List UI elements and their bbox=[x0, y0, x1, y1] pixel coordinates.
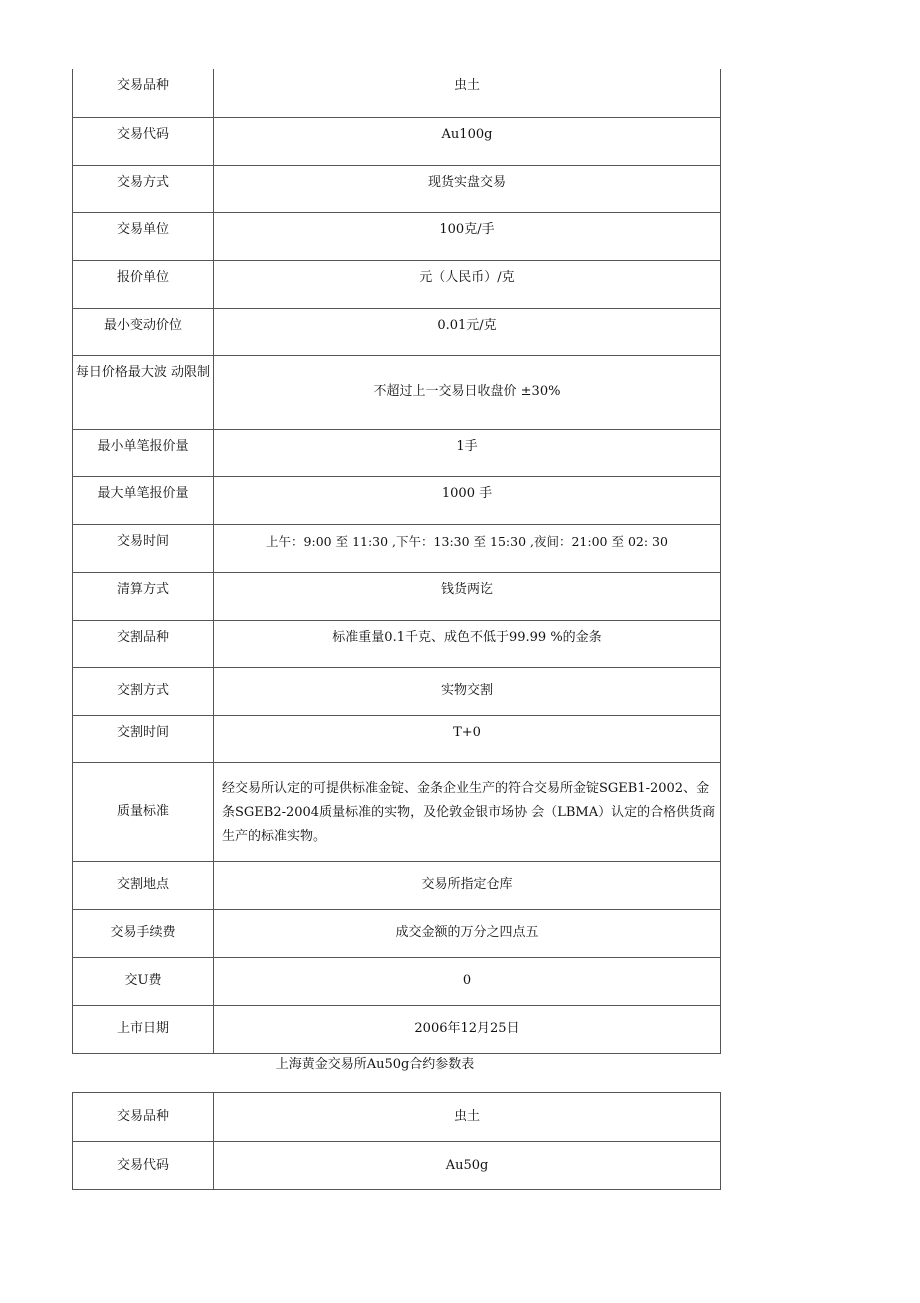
row-label: 最大单笔报价量 bbox=[73, 476, 214, 524]
row-value: 钱货两讫 bbox=[214, 572, 721, 620]
row-value: 实物交割 bbox=[214, 667, 721, 715]
row-label: 质量标准 bbox=[73, 762, 214, 861]
table-row bbox=[73, 260, 721, 308]
row-label: 最小单笔报价量 bbox=[73, 429, 214, 476]
row-label: 交易代码 bbox=[73, 1142, 214, 1190]
row-value: Au100g bbox=[214, 117, 721, 165]
table-row bbox=[73, 69, 721, 117]
row-label: 交割方式 bbox=[73, 667, 214, 715]
row-label: 交易方式 bbox=[73, 165, 214, 212]
table-row bbox=[73, 524, 721, 572]
row-value: 不超过上一交易日收盘价 ±30% bbox=[214, 355, 721, 429]
table-row bbox=[73, 909, 721, 957]
row-label: 交割品种 bbox=[73, 620, 214, 667]
table-caption: 上海黄金交易所Au50g合约参数表 bbox=[275, 1057, 475, 1072]
row-value: 成交金额的万分之四点五 bbox=[214, 909, 721, 957]
row-value: 标准重量0.1千克、成色不低于99.99 %的金条 bbox=[214, 620, 721, 667]
row-label: 报价单位 bbox=[73, 260, 214, 308]
row-value: 1000 手 bbox=[214, 476, 721, 524]
row-label: 最小变动价位 bbox=[73, 308, 214, 355]
row-value: 2006年12月25日 bbox=[214, 1005, 721, 1053]
row-label: 交割地点 bbox=[73, 861, 214, 909]
row-value: 1手 bbox=[214, 429, 721, 476]
au100g-contract-table bbox=[72, 69, 721, 1054]
table-row bbox=[73, 476, 721, 524]
au50g-contract-table bbox=[72, 1092, 721, 1190]
row-label: 交U费 bbox=[73, 957, 214, 1005]
row-value: 交易所指定仓库 bbox=[214, 861, 721, 909]
row-value: 现货实盘交易 bbox=[214, 165, 721, 212]
table-row bbox=[73, 620, 721, 667]
table-row bbox=[73, 572, 721, 620]
table-row bbox=[73, 762, 721, 861]
row-label: 上市日期 bbox=[73, 1005, 214, 1053]
table-row bbox=[73, 957, 721, 1005]
table-row bbox=[73, 715, 721, 762]
table-row bbox=[73, 1005, 721, 1053]
row-value: T+0 bbox=[214, 715, 721, 762]
row-label: 交易代码 bbox=[73, 117, 214, 165]
row-label: 交易手续费 bbox=[73, 909, 214, 957]
table-row bbox=[73, 429, 721, 476]
table-row bbox=[73, 165, 721, 212]
row-label: 交易品种 bbox=[73, 69, 214, 117]
row-value: 元（人民币）/克 bbox=[214, 260, 721, 308]
row-value: 上午：9:00 至 11:30 ,下午：13:30 至 15:30 ,夜间：21:00 至 02: 30 bbox=[214, 524, 721, 572]
table-row bbox=[73, 667, 721, 715]
row-value: 经交易所认定的可提供标准金锭、金条企业生产的符合交易所金锭SGEB1-2002、金条SGEB2-2004质量标准的实物，及伦敦金银市场协 会（LBMA）认定的合格供货商生产的标准实物。 bbox=[214, 762, 721, 861]
row-value: Au50g bbox=[214, 1142, 721, 1190]
row-label: 清算方式 bbox=[73, 572, 214, 620]
row-label: 交易单位 bbox=[73, 212, 214, 260]
table-row bbox=[73, 212, 721, 260]
row-value: 0.01元/克 bbox=[214, 308, 721, 355]
row-label: 交易品种 bbox=[73, 1093, 214, 1142]
row-value: 100克/手 bbox=[214, 212, 721, 260]
row-label: 交易时间 bbox=[73, 524, 214, 572]
row-label: 交割时间 bbox=[73, 715, 214, 762]
table-row bbox=[73, 117, 721, 165]
row-value: 虫土 bbox=[214, 69, 721, 117]
table-row bbox=[73, 308, 721, 355]
table-row bbox=[73, 1142, 721, 1190]
table-row bbox=[73, 1093, 721, 1142]
row-value: 0 bbox=[214, 957, 721, 1005]
table-row bbox=[73, 355, 721, 429]
row-value: 虫土 bbox=[214, 1093, 721, 1142]
row-label: 每日价格最大波 动限制 bbox=[73, 355, 214, 429]
table-row bbox=[73, 861, 721, 909]
